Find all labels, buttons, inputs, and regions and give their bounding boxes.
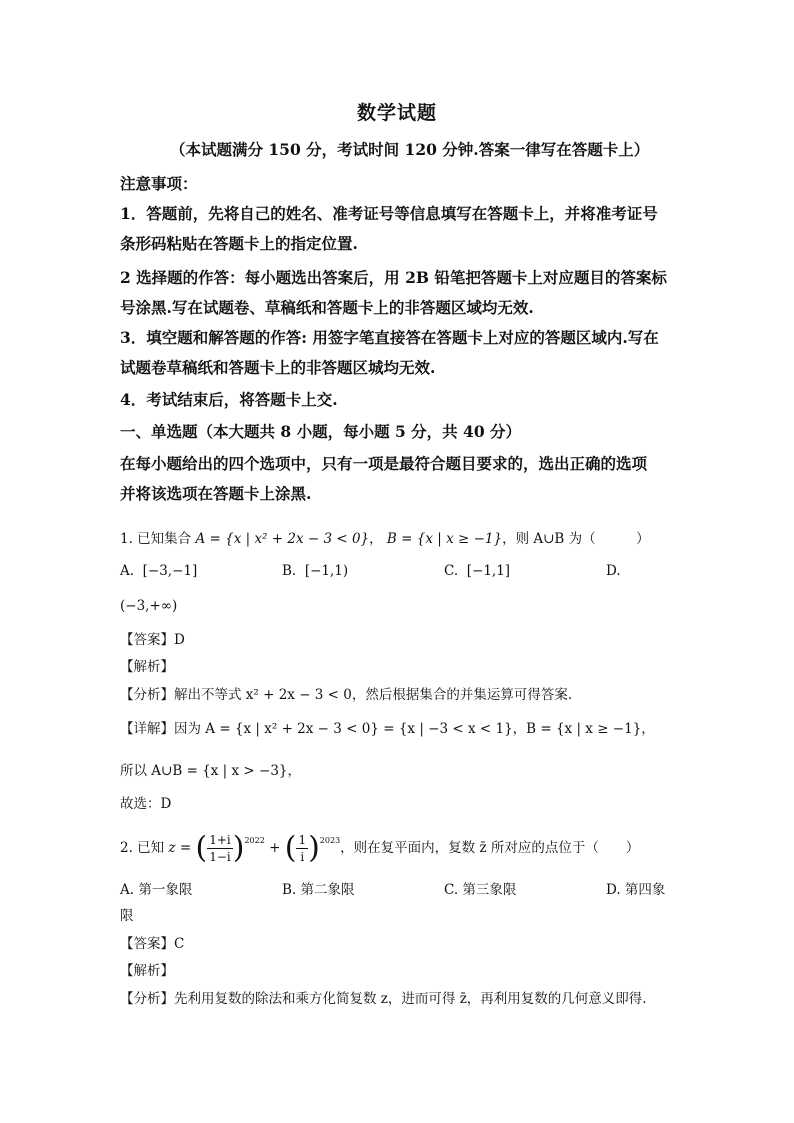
section-1-heading: 一、单选题（本大题共 8 小题，每小题 5 分，共 40 分） <box>120 422 522 441</box>
notice-item-2-line-2: 号涂黑.写在试题卷、草稿纸和答题卡上的非答题区域均无效. <box>120 298 534 317</box>
q2-fraction-1: $\frac{1+i}{1-i}$ <box>209 833 231 864</box>
exam-subtitle: （本试题满分 150 分，考试时间 120 分钟.答案一律写在答题卡上） <box>170 140 650 159</box>
q1-fenxi: 【分析】解出不等式 x² + 2x − 3 < 0，然后根据集合的并集运算可得答案. <box>120 687 573 703</box>
q1-option-a-value: [−3,−1] <box>142 563 198 579</box>
q1-option-b-value: [−1,1) <box>304 563 349 579</box>
section-1-instruction-line-1: 在每小题给出的四个选项中，只有一项是最符合题目要求的，选出正确的选项 <box>120 454 648 473</box>
section-1-instruction-line-2: 并将该选项在答题卡上涂黑. <box>120 484 312 503</box>
q1-option-c: C. [−1,1] <box>444 563 511 579</box>
page-title: 数学试题 <box>356 102 437 124</box>
question-2-ask: ，则在复平面内，复数 z̄ 所对应的点位于（ ） <box>340 840 640 856</box>
notice-item-1-line-2: 条形码粘贴在答题卡上的指定位置. <box>120 234 358 253</box>
q1-option-d-label: D. <box>606 563 621 579</box>
q1-guxuan: 故选：D <box>120 796 172 812</box>
q2-option-a: A. 第一象限 <box>120 882 193 898</box>
q1-xiangjie: 【详解】因为 A = {x | x² + 2x − 3 < 0} = {x | −3 < x < 1}，B = {x | x ≥ −1}， <box>120 721 655 737</box>
q2-exponent-1: 2022 <box>244 836 265 845</box>
q2-answer: 【答案】C <box>120 936 185 952</box>
q2-fenxi: 【分析】先利用复数的除法和乘方化简复数 z，进而可得 z̄，再利用复数的几何意义即得. <box>120 991 647 1007</box>
q2-analysis-label: 【解析】 <box>120 963 174 979</box>
notice-item-3-line-1: 3．填空题和解答题的作答: 用签字笔直接答在答题卡上对应的答题区域内.写在 <box>120 328 659 347</box>
question-2-prefix: 2. 已知 <box>120 840 165 856</box>
q1-analysis-label: 【解析】 <box>120 659 174 675</box>
q1-option-d-value: (−3,+∞) <box>120 598 178 614</box>
question-1-ask: ，则 A∪B 为（ ） <box>502 531 650 547</box>
q2-z-lhs: z = <box>168 840 192 856</box>
notice-item-2-line-1: 2 选择题的作答：每小题选出答案后，用 2B 铅笔把答题卡上对应题目的答案标 <box>120 268 667 287</box>
notice-item-3-line-2: 试题卷草稿纸和答题卡上的非答题区城均无效. <box>120 358 436 377</box>
q2-option-b: B. 第二象限 <box>282 882 355 898</box>
q1-answer: 【答案】D <box>120 632 185 648</box>
q2-exponent-2: 2023 <box>319 836 341 845</box>
q2-option-d-line-1: D. 第四象 <box>606 882 666 898</box>
q1-suoyi: 所以 A∪B = {x | x > −3}， <box>120 763 301 779</box>
question-2-stem: 2. 已知 z = ( $\frac{1+i}{1-i}$ )$^{2022}$ + ( $\frac{1}{i}$ )$^{2023}$，则在复平面内，复数 z̄ 所对应的点位于（ ） <box>120 830 640 866</box>
notice-heading: 注意事项： <box>120 174 198 193</box>
question-1-prefix: 1. 已知集合 <box>120 531 192 547</box>
notice-item-4: 4．考试结束后，将答题卡上交. <box>120 390 338 409</box>
notice-item-1-line-1: 1．答题前，先将自己的姓名、准考证号等信息填写在答题卡上，并将准考证号 <box>120 204 658 223</box>
q1-option-b: B. [−1,1) <box>282 563 349 579</box>
question-1-stem: 1. 已知集合 A = {x | x² + 2x − 3 < 0}， B = {x | x ≥ −1}，则 A∪B 为（ ） <box>120 531 650 547</box>
q2-option-d-line-2: 限 <box>120 908 134 924</box>
set-a-definition: A = {x | x² + 2x − 3 < 0} <box>195 531 370 547</box>
set-b-definition: B = {x | x ≥ −1} <box>386 531 503 547</box>
q1-option-a: A. [−3,−1] <box>120 563 198 579</box>
q1-option-c-value: [−1,1] <box>466 563 511 579</box>
q2-option-c: C. 第三象限 <box>444 882 517 898</box>
q2-fraction-2: $\frac{1}{i}$ <box>298 833 307 864</box>
